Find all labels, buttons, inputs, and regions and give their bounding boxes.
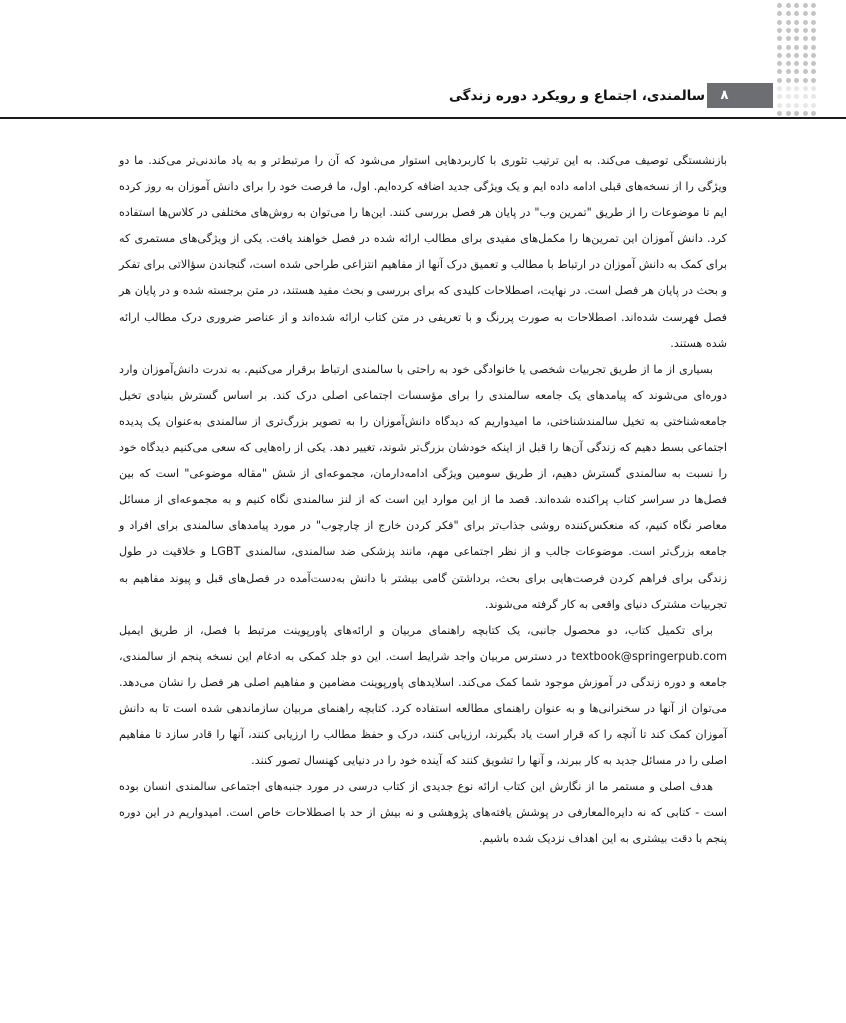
dot	[803, 20, 808, 25]
dot	[786, 36, 791, 41]
dot	[794, 86, 799, 91]
dot	[794, 69, 799, 74]
dot	[811, 111, 816, 116]
dot	[803, 111, 808, 116]
dot	[811, 28, 816, 33]
dot	[777, 45, 782, 50]
dot	[777, 20, 782, 25]
dot	[794, 53, 799, 58]
dot	[811, 86, 816, 91]
dot	[786, 69, 791, 74]
dot	[803, 103, 808, 108]
header-rule	[0, 117, 846, 119]
dot	[786, 53, 791, 58]
dot	[777, 94, 782, 99]
dot	[811, 20, 816, 25]
dot	[803, 28, 808, 33]
dot	[786, 20, 791, 25]
dot	[803, 86, 808, 91]
dot	[786, 3, 791, 8]
dot	[786, 78, 791, 83]
dot	[803, 36, 808, 41]
dot	[786, 103, 791, 108]
dot	[786, 86, 791, 91]
paragraph: برای تکمیل کتاب، دو محصول جانبی، یک کتابچه راهنمای مربیان و ارائه‌های پاورپوینت مرتبط با فصل، از طریق ایمیل textbook@springerpub.com در دسترس مربیان واجد شرایط است. این دو جلد کمکی به ادغام این نسخه پنجم از سالمندی، جامعه و دوره زندگی در آموزش موجود شما کمک می‌کند. اسلایدهای پاورپوینت مضامین و مفاهیم اصلی هر فصل را نشان می‌دهد. می‌توان از آنها در سخنرانی‌ها و به عنوان راهنمای مطالعه استفاده کرد. کتابچه راهنمای مربیان سازماندهی شده است تا به دانش آموزان کمک کند تا آنچه را که قرار است یاد بگیرند، ارزیابی کنند، درک و حفظ مطالب را ارزیابی کنند، آنها را قادر سازد تا مفاهیم اصلی را در مسائل جدید به کار ببرند، و آنها را تشویق کنند که آینده خود را در دنیایی کهنسال تصور کنند.	[119, 623, 727, 768]
dot	[794, 36, 799, 41]
dot	[794, 111, 799, 116]
dot	[777, 36, 782, 41]
body-text	[119, 148, 727, 853]
dot	[777, 111, 782, 116]
dot	[803, 53, 808, 58]
dot	[777, 53, 782, 58]
chapter-title: سالمندی، اجتماع و رویکرد دوره زندگی	[449, 88, 705, 104]
dot	[803, 78, 808, 83]
dot	[777, 28, 782, 33]
dot	[803, 94, 808, 99]
dot	[786, 61, 791, 66]
dot	[794, 94, 799, 99]
dot	[786, 11, 791, 16]
dot	[803, 11, 808, 16]
dot	[811, 61, 816, 66]
page-number: ۸	[720, 88, 729, 103]
dot	[794, 3, 799, 8]
dot	[777, 103, 782, 108]
dot	[777, 11, 782, 16]
dot	[803, 3, 808, 8]
dot	[811, 103, 816, 108]
dot	[777, 3, 782, 8]
dot	[811, 94, 816, 99]
dot	[794, 28, 799, 33]
dot	[811, 78, 816, 83]
dot	[794, 103, 799, 108]
dot	[811, 69, 816, 74]
dot	[794, 61, 799, 66]
dot	[786, 111, 791, 116]
dot	[811, 11, 816, 16]
dot	[803, 45, 808, 50]
dot	[786, 45, 791, 50]
dot	[777, 86, 782, 91]
dot	[803, 69, 808, 74]
dot	[794, 11, 799, 16]
paragraph: بازنشستگی توصیف می‌کند. به این ترتیب تئوری با کاربردهایی استوار می‌شود که آن را مرتبط‌تر و به یاد ماندنی‌تر می‌کند. ما دو ویژگی را از نسخه‌های قبلی ادامه داده ایم و یک ویژگی جدید اضافه کرده‌ایم. اول، ما فرصت خود را برای دانش آموزان به روز کرده ایم تا موضوعات را از طریق "تمرین وب" در پایان هر فصل بررسی کنند. این‌ها را می‌توان به روش‌های مختلفی در کلاس‌ها استفاده کرد. دانش آموزان این تمرین‌ها را مکمل‌های مفیدی برای مطالب ارائه شده در فصل خواهند یافت. یکی از ویژگی‌های مستمری که برای کمک به دانش آموزان در ارتباط با مطالب و تعمیق درک آنها از مفاهیم انتزاعی طراحی شده است، گنجاندن سؤالاتی برای تفکر و بحث در پایان هر فصل است. در نهایت، اصطلاحات کلیدی که برای بررسی و بحث مفید هستند، در متن برجسته شده و در پایان هر فصل فهرست شده‌اند. اصطلاحات به صورت پررنگ و با تعریفی در متن کتاب ارائه شده‌اند و از عناصر ضروری درک مطالب ارائه شده هستند.	[119, 154, 727, 350]
dot	[811, 45, 816, 50]
paragraph: هدف اصلی و مستمر ما از نگارش این کتاب ارائه نوع جدیدی از کتاب درسی در مورد جنبه‌های اجتماعی سالمندی انسان بوده است - کتابی که نه دایره‌المعارفی در پوشش یافته‌های پژوهشی و نه بیش از حد با اصطلاحات خاص است. امیدواریم در این دوره پنجم با دقت بیشتری به این اهداف نزدیک شده باشیم.	[119, 780, 727, 846]
dot	[794, 45, 799, 50]
dot	[794, 20, 799, 25]
dot	[811, 53, 816, 58]
dot	[777, 61, 782, 66]
dot	[811, 36, 816, 41]
decorative-dot-grid	[777, 0, 821, 118]
dot	[803, 61, 808, 66]
dot	[786, 28, 791, 33]
dot	[811, 3, 816, 8]
dot	[786, 94, 791, 99]
dot	[794, 78, 799, 83]
dot	[777, 69, 782, 74]
dot	[777, 78, 782, 83]
paragraph: بسیاری از ما از طریق تجربیات شخصی یا خانوادگی خود به راحتی با سالمندی ارتباط برقرار می‌کنیم. به ندرت دانش‌آموزان وارد دوره‌ای می‌شوند که پیامدهای یک جامعه سالمندی را برای مؤسسات اجتماعی اصلی درک کند. بر اساس گسترش بنیادی تخیل جامعه‌شناختی به تخیل سالمندشناختی، ما امیدواریم که دیدگاه دانش‌آموزان را به تصویر بزرگ‌تری از سالمندی به‌عنوان یک پدیده اجتماعی بسط دهیم که زندگی آن‌ها را قبل از اینکه خودشان بزرگ‌تر شوند، تغییر دهد. یکی از راه‌هایی که سعی می‌کنیم دیدگاه خود را نسبت به سالمندی گسترش دهیم، از طریق سومین ویژگی ادامه‌دارمان، مجموعه‌ای از شش "مقاله موضوعی" است که بین فصل‌ها در سراسر کتاب پراکنده شده‌اند. قصد ما از این موارد این است که از لنز سالمندی نگاه کنیم و به مجموعه‌ای از مسائل معاصر نگاه کنیم، که منعکس‌کننده روشی جذاب‌تر برای "فکر کردن خارج از چارچوب" در مورد پیامدهای سالمندی برای افراد و جامعه بزرگ‌تر است. موضوعات جالب و از نظر اجتماعی مهم، مانند پزشکی ضد سالمندی، سالمندی LGBT و خلاقیت در طول زندگی برای فراهم کردن فرصت‌هایی برای بحث، برداشتن گامی بیشتر با دانش به‌دست‌آمده در فصل‌های قبل و پیوند مفاهیم به تجربیات مشترک دنیای واقعی به کار گرفته می‌شوند.	[119, 362, 727, 611]
